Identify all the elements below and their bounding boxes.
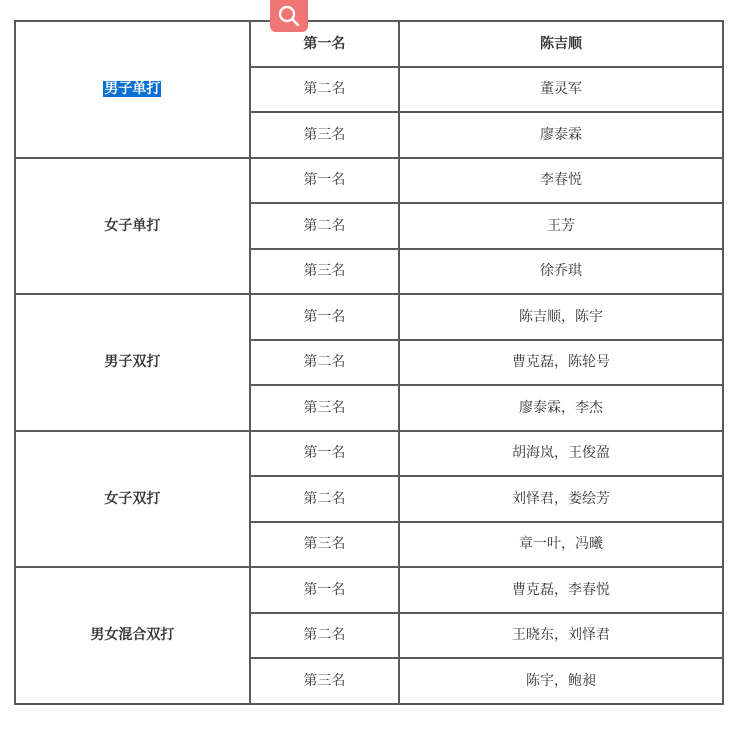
- results-table: [14, 20, 724, 705]
- rank-cell: 第一名: [250, 158, 399, 204]
- name-cell: 廖泰霖，李杰: [399, 385, 723, 431]
- name-cell: 曹克磊，陈轮号: [399, 340, 723, 386]
- name-cell: 陈宇，鲍昶: [399, 658, 723, 704]
- table-row: [15, 158, 723, 204]
- event-cell: 女子单打: [15, 158, 250, 295]
- event-cell: 女子双打: [15, 431, 250, 568]
- rank-cell: 第二名: [250, 613, 399, 659]
- search-icon: [277, 4, 301, 28]
- rank-cell: 第三名: [250, 112, 399, 158]
- name-cell: 王晓东，刘怿君: [399, 613, 723, 659]
- name-cell: 刘怿君，娄绘芳: [399, 476, 723, 522]
- name-cell: 陈吉顺，陈宇: [399, 294, 723, 340]
- search-button[interactable]: [270, 0, 308, 32]
- name-cell: 董灵军: [399, 67, 723, 113]
- rank-cell: 第二名: [250, 67, 399, 113]
- name-cell: 曹克磊，李春悦: [399, 567, 723, 613]
- table-row: [15, 21, 723, 67]
- name-cell: 陈吉顺: [399, 21, 723, 67]
- table-row: [15, 431, 723, 477]
- rank-cell: 第三名: [250, 658, 399, 704]
- name-cell: 徐乔琪: [399, 249, 723, 295]
- name-cell: 章一叶，冯曦: [399, 522, 723, 568]
- rank-cell: 第一名: [250, 21, 399, 67]
- rank-cell: 第二名: [250, 476, 399, 522]
- rank-cell: 第三名: [250, 522, 399, 568]
- event-cell: 男女混合双打: [15, 567, 250, 704]
- table-row: [15, 567, 723, 613]
- name-cell: 廖泰霖: [399, 112, 723, 158]
- name-cell: 李春悦: [399, 158, 723, 204]
- event-label[interactable]: 男子单打: [104, 81, 161, 98]
- name-cell: 王芳: [399, 203, 723, 249]
- rank-cell: 第一名: [250, 567, 399, 613]
- rank-cell: 第一名: [250, 294, 399, 340]
- rank-cell: 第一名: [250, 431, 399, 477]
- event-cell: 男子双打: [15, 294, 250, 431]
- table-row: [15, 294, 723, 340]
- rank-cell: 第二名: [250, 340, 399, 386]
- rank-cell: 第三名: [250, 385, 399, 431]
- rank-cell: 第三名: [250, 249, 399, 295]
- event-cell: [15, 21, 250, 158]
- name-cell: 胡海岚，王俊盈: [399, 431, 723, 477]
- rank-cell: 第二名: [250, 203, 399, 249]
